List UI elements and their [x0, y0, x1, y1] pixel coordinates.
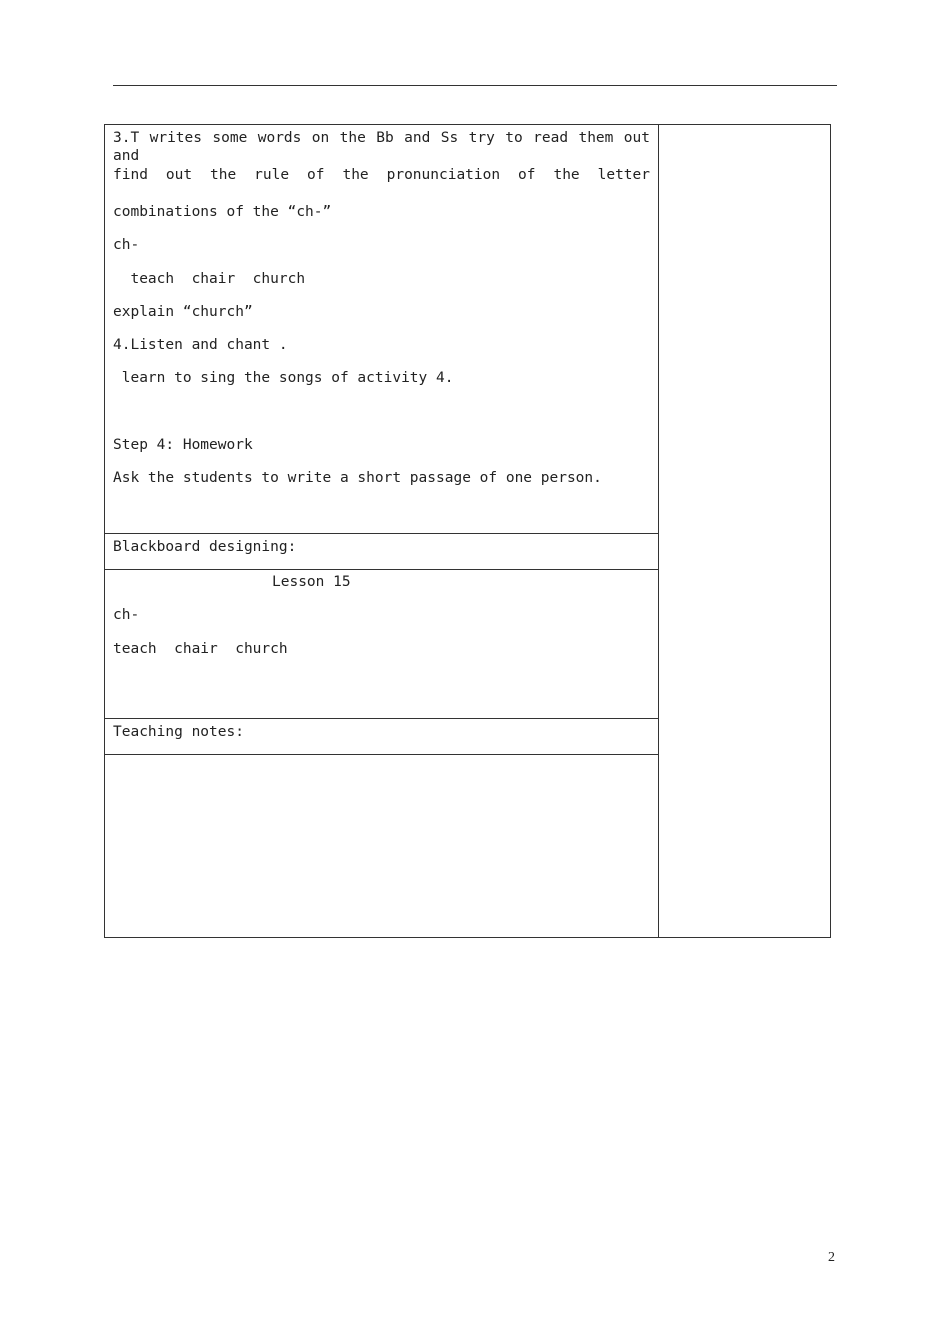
step3-line-3: combinations of the “ch-”: [113, 204, 332, 220]
step4-title: 4.Listen and chant .: [113, 337, 288, 353]
ch-label: ch-: [113, 237, 140, 253]
blackboard-lesson-title: Lesson 15: [272, 574, 351, 590]
lesson-table: [104, 124, 831, 938]
row-divider-blackboard: [104, 718, 659, 719]
blackboard-ch-label: ch-: [113, 607, 140, 623]
explain-line: explain “church”: [113, 304, 253, 320]
side-column-divider: [658, 124, 659, 938]
homework-title: Step 4: Homework: [113, 437, 253, 453]
blackboard-label: Blackboard designing:: [113, 539, 297, 555]
teaching-notes-label: Teaching notes:: [113, 724, 244, 740]
homework-description: Ask the students to write a short passage of one person.: [113, 470, 602, 486]
header-rule: [113, 85, 837, 86]
word-list: teach chair church: [113, 271, 306, 287]
step4-description: learn to sing the songs of activity 4.: [113, 370, 454, 386]
blackboard-word-list: teach chair church: [113, 641, 288, 657]
step3-line-2: find out the rule of the pronunciation of the letter: [113, 167, 650, 183]
row-divider-steps: [104, 533, 659, 534]
page-number: 2: [828, 1250, 835, 1265]
row-divider-blackboard-label: [104, 569, 659, 570]
row-divider-notes-label: [104, 754, 659, 755]
step3-line-1: 3.T writes some words on the Bb and Ss try to read them out and: [113, 130, 650, 164]
